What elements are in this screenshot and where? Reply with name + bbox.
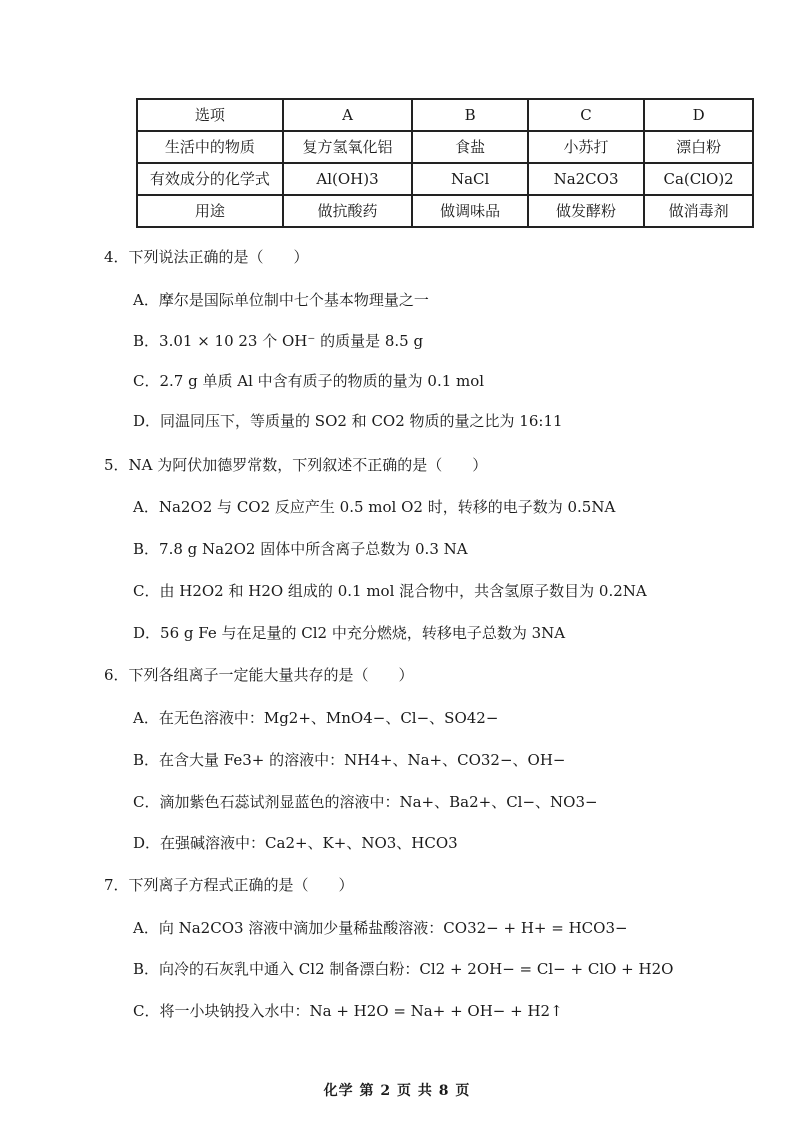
- table-cell: A: [283, 99, 413, 131]
- question-7-option-c: C．将一小块钠投入水中：Na + H2O = Na+ + OH− + H2↑: [133, 1002, 563, 1020]
- question-6-option-c: C．滴加紫色石蕊试剂显蓝色的溶液中：Na+、Ba2+、Cl−、NO3−: [133, 793, 598, 811]
- table-cell: D: [644, 99, 753, 131]
- question-4-option-d: D．同温同压下，等质量的 SO2 和 CO2 物质的量之比为 16:11: [133, 412, 563, 430]
- table-cell: Al(OH)3: [283, 163, 413, 195]
- options-table: [136, 98, 754, 228]
- table-header-row: [137, 99, 753, 131]
- question-6-stem: 6．下列各组离子一定能大量共存的是（ ）: [104, 666, 414, 684]
- question-6-option-b: B．在含大量 Fe3+ 的溶液中：NH4+、Na+、CO32−、OH−: [133, 751, 566, 769]
- table-row: [137, 195, 753, 227]
- question-4-option-c: C．2.7 g 单质 Al 中含有质子的物质的量为 0.1 mol: [133, 372, 485, 390]
- table-row: [137, 163, 753, 195]
- table-cell: 用途: [137, 195, 283, 227]
- table-cell: 复方氢氧化铝: [283, 131, 413, 163]
- question-5-option-d: D．56 g Fe 与在足量的 Cl2 中充分燃烧，转移电子总数为 3NA: [133, 624, 566, 642]
- question-6-option-a: A．在无色溶液中：Mg2+、MnO4−、Cl−、SO42−: [133, 709, 499, 727]
- table-cell: 小苏打: [528, 131, 644, 163]
- table-cell: C: [528, 99, 644, 131]
- question-7-option-a: A．向 Na2CO3 溶液中滴加少量稀盐酸溶液：CO32− + H+ = HCO3−: [133, 919, 628, 937]
- table-cell: Ca(ClO)2: [644, 163, 753, 195]
- table-cell: 做发酵粉: [528, 195, 644, 227]
- table-cell: Na2CO3: [528, 163, 644, 195]
- table-cell: NaCl: [412, 163, 527, 195]
- table-row: [137, 131, 753, 163]
- table-cell: 选项: [137, 99, 283, 131]
- table-cell: 生活中的物质: [137, 131, 283, 163]
- question-5-option-b: B．7.8 g Na2O2 固体中所含离子总数为 0.3 NA: [133, 540, 468, 558]
- table-cell: 漂白粉: [644, 131, 753, 163]
- question-6-option-d: D．在强碱溶液中：Ca2+、K+、NO3、HCO3: [133, 834, 458, 852]
- table-cell: 食盐: [412, 131, 527, 163]
- question-5-stem: 5．NA 为阿伏加德罗常数，下列叙述不正确的是（ ）: [104, 456, 488, 474]
- page-footer: 化学 第 2 页 共 8 页: [323, 1083, 471, 1099]
- table-cell: 做调味品: [412, 195, 527, 227]
- question-4-stem: 4．下列说法正确的是（ ）: [104, 248, 309, 266]
- question-5-option-a: A．Na2O2 与 CO2 反应产生 0.5 mol O2 时，转移的电子数为 0.5NA: [133, 498, 616, 516]
- table-cell: B: [412, 99, 527, 131]
- table-cell: 做抗酸药: [283, 195, 413, 227]
- question-5-option-c: C．由 H2O2 和 H2O 组成的 0.1 mol 混合物中，共含氢原子数目为 0.2NA: [133, 582, 647, 600]
- question-4-option-b: B．3.01 × 10 23 个 OH⁻ 的质量是 8.5 g: [133, 332, 424, 350]
- table-cell: 有效成分的化学式: [137, 163, 283, 195]
- question-7-option-b: B．向冷的石灰乳中通入 Cl2 制备漂白粉：Cl2 + 2OH− = Cl− + ClO + H2O: [133, 960, 674, 978]
- table-cell: 做消毒剂: [644, 195, 753, 227]
- question-7-stem: 7．下列离子方程式正确的是（ ）: [104, 876, 354, 894]
- question-4-option-a: A．摩尔是国际单位制中七个基本物理量之一: [133, 291, 429, 309]
